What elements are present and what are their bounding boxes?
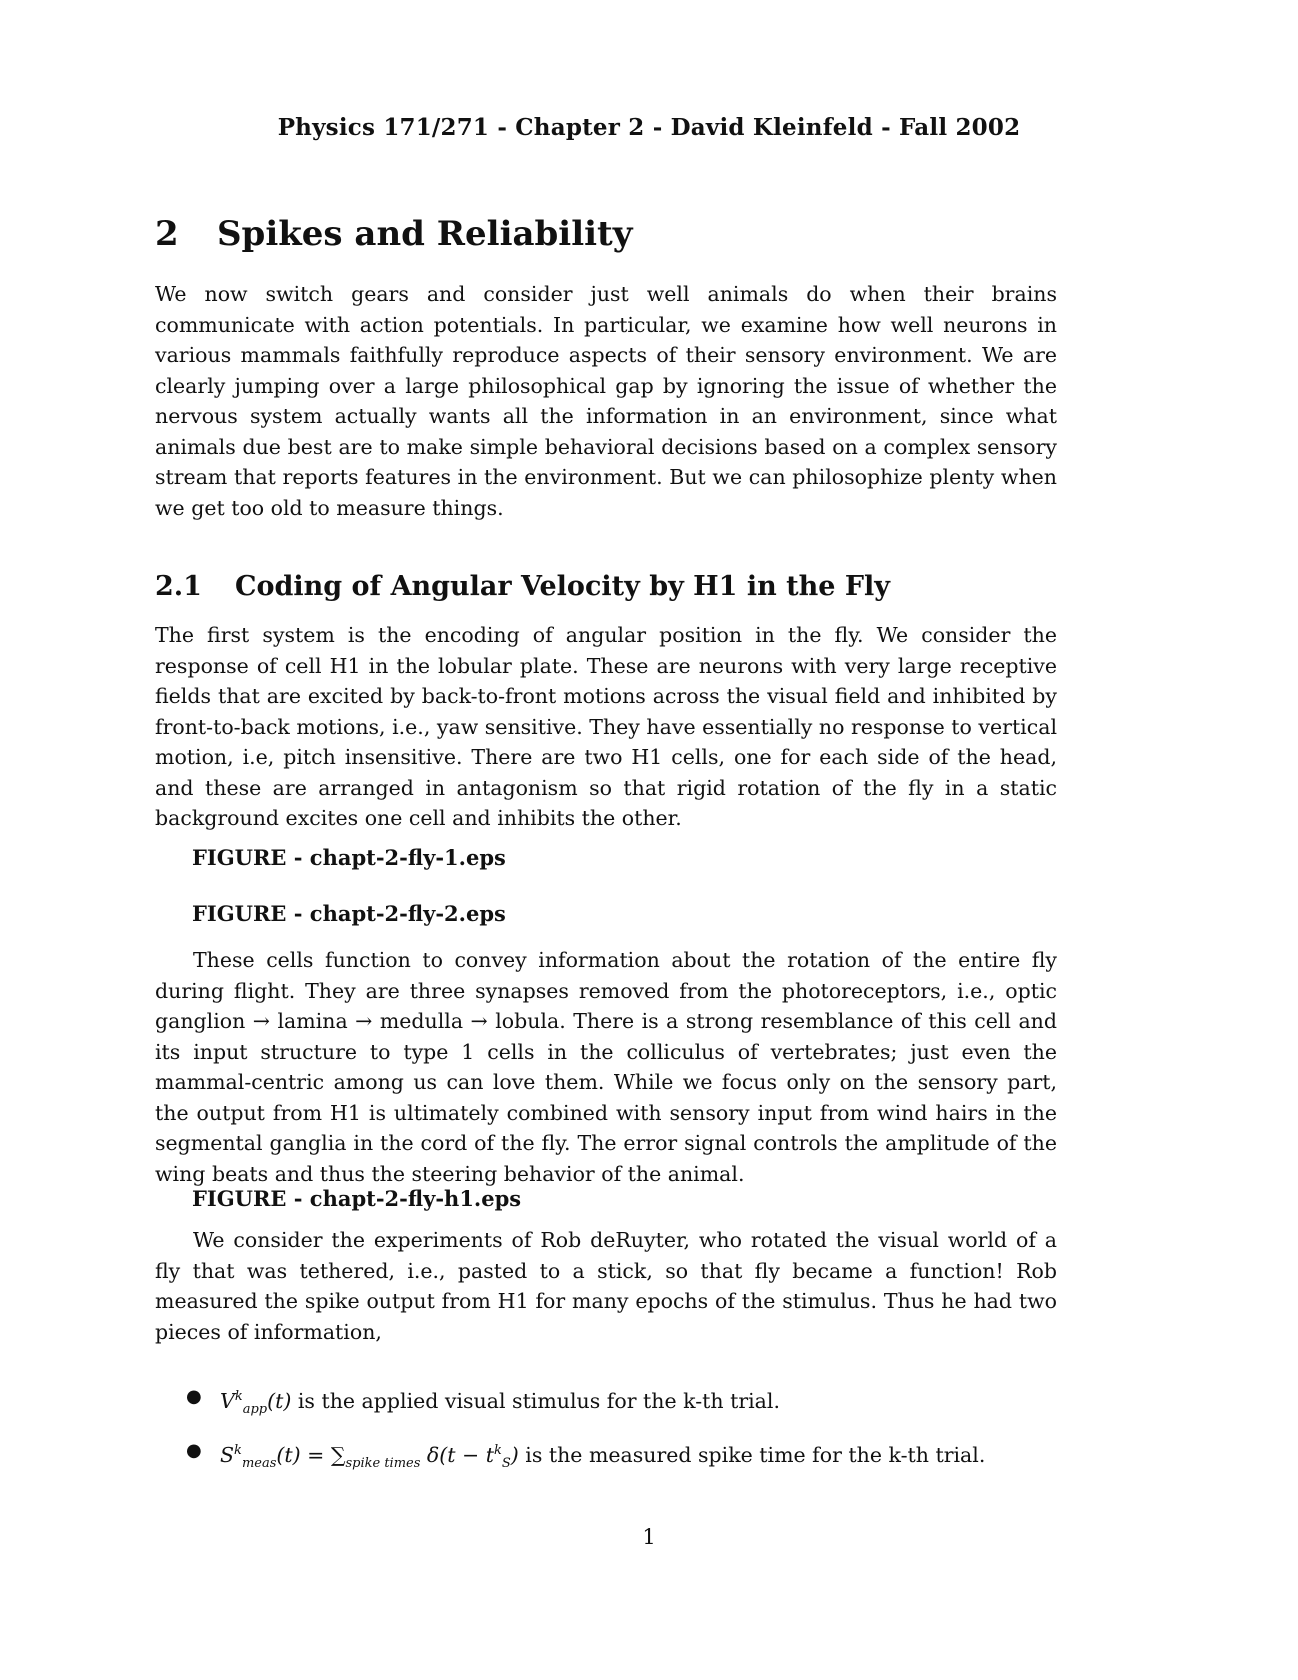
subsection-title: Coding of Angular Velocity by H1 in the Fly bbox=[235, 571, 890, 602]
stimulus-formula: $V^k_{app}(t)$ bbox=[220, 1388, 292, 1417]
intro-paragraph: We now switch gears and consider just well animals do when their brains communicate with action potentials. In particular, we examine how well neurons in various mammals faithfully reproduce aspects of their sensory environment. We are clearly jumping over a large philosophical gap by ignoring the issue of whether the nervous system actually wants all the information in an environment, since what animals due best are to make simple behavioral decisions based on a complex sensory stream that reports features in the environment. But we can philosophize plenty when we get too old to measure things. bbox=[155, 282, 1057, 520]
paragraph-h1-cells: The first system is the encoding of angular position in the fly. We consider the response of cell H1 in the lobular plate. These are neurons with very large receptive fields that are excited by back-to-front motions across the visual field and inhibited by front-to-back motions, i.e., yaw sensitive. They have essentially no response to vertical motion, i.e, pitch insensitive. There are two H1 cells, one for each side of the head, and these are arranged in antagonism so that rigid rotation of the fly in a static background excites one cell and inhibits the other. bbox=[155, 623, 1057, 830]
paragraph-rotation: These cells function to convey information about the rotation of the entire fly during flight. They are three synapses removed from the photoreceptors, i.e., optic ganglion → lamina → medulla → lobula. There is a strong resemblance of this cell and its input structure to type 1 cells in the colliculus of vertebrates; just even the mammal-centric among us can love them. While we focus only on the sensory part, the output from H1 is ultimately combined with sensory input from wind hairs in the segmental ganglia in the cord of the fly. The error signal controls the amplitude of the wing beats and thus the steering behavior of the animal. bbox=[155, 948, 1057, 1186]
section-title: Spikes and Reliability bbox=[217, 214, 633, 254]
list-item bbox=[180, 1437, 1060, 1491]
paragraph-experiments: We consider the experiments of Rob deRuyter, who rotated the visual world of a fly that was tethered, i.e., pasted to a stick, so that fly became a function! Rob measured the spike output from H1 for many epochs of the stimulus. Thus he had two pieces of information, bbox=[155, 1228, 1057, 1344]
figure-placeholder-3: FIGURE - chapt-2-fly-h1.eps bbox=[192, 1186, 522, 1211]
page-number: 1 bbox=[642, 1525, 656, 1549]
figure-placeholder-1: FIGURE - chapt-2-fly-1.eps bbox=[192, 845, 506, 870]
subsection-number: 2.1 bbox=[155, 571, 202, 602]
running-header: Physics 171/271 - Chapter 2 - David Kleinfeld - Fall 2002 bbox=[277, 114, 1021, 141]
bullet-icon: ● bbox=[186, 1440, 202, 1461]
subsection-heading bbox=[155, 571, 890, 602]
figure-placeholder-2: FIGURE - chapt-2-fly-2.eps bbox=[192, 901, 506, 926]
list-item-text: is the measured spike time for the k-th trial. bbox=[518, 1442, 986, 1467]
section-number: 2 bbox=[155, 214, 179, 254]
list-item-text: is the applied visual stimulus for the k-th trial. bbox=[291, 1388, 780, 1413]
spike-formula: $S^k_{meas}(t) = \sum_{spike times}$ $\delta(t - t^k_S)$ bbox=[220, 1442, 519, 1471]
section-heading bbox=[155, 214, 633, 254]
information-list bbox=[180, 1383, 1060, 1491]
list-item bbox=[180, 1383, 1060, 1437]
bullet-icon: ● bbox=[186, 1386, 202, 1407]
